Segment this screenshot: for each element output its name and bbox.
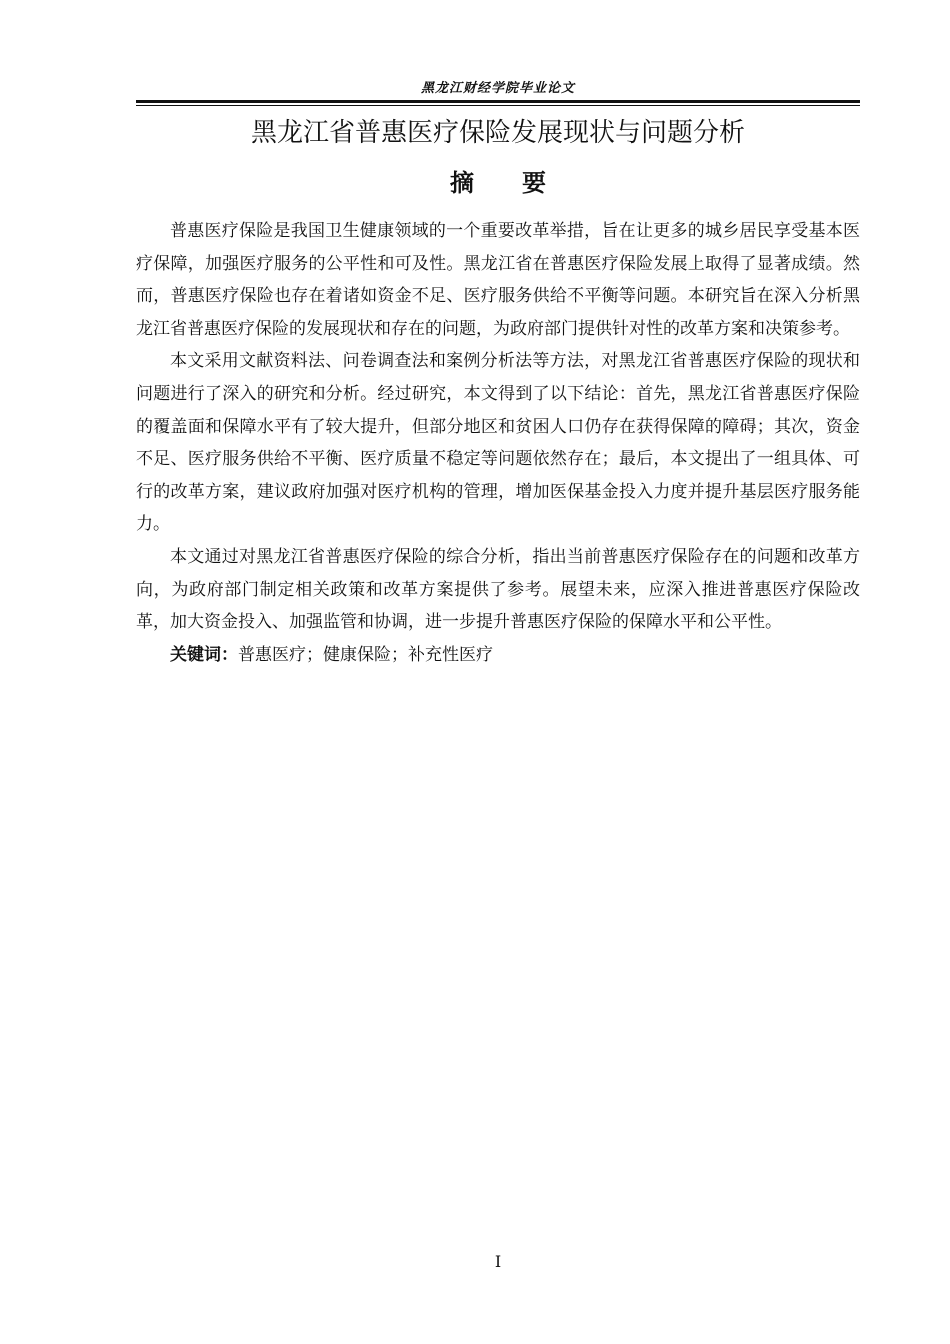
abstract-body xyxy=(136,215,860,671)
abstract-paragraph-1: 普惠医疗保险是我国卫生健康领域的一个重要改革举措，旨在让更多的城乡居民享受基本医疗保障，加强医疗服务的公平性和可及性。黑龙江省在普惠医疗保险发展上取得了显著成绩。然而，普惠医疗保险也存在着诸如资金不足、医疗服务供给不平衡等问题。本研究旨在深入分析黑龙江省普惠医疗保险的发展现状和存在的问题，为政府部门提供针对性的改革方案和决策参考。 xyxy=(136,221,860,339)
keywords-label: 关键词： xyxy=(170,644,238,665)
keywords-values: 普惠医疗；健康保险；补充性医疗 xyxy=(238,644,493,665)
header-rule-thick xyxy=(136,100,860,103)
abstract-heading-part1: 摘 xyxy=(450,169,474,197)
page-number: I xyxy=(494,1252,502,1271)
abstract-paragraph-3: 本文通过对黑龙江省普惠医疗保险的综合分析，指出当前普惠医疗保险存在的问题和改革方向，为政府部门制定相关政策和改革方案提供了参考。展望未来，应深入推进普惠医疗保险改革，加大资金投入、加强监管和协调，进一步提升普惠医疗保险的保障水平和公平性。 xyxy=(136,546,860,633)
keywords-line xyxy=(136,639,860,672)
abstract-heading xyxy=(136,163,860,203)
running-header: 黑龙江财经学院毕业论文 xyxy=(420,81,575,96)
abstract-paragraph-2: 本文采用文献资料法、问卷调查法和案例分析法等方法，对黑龙江省普惠医疗保险的现状和问题进行了深入的研究和分析。经过研究，本文得到了以下结论：首先，黑龙江省普惠医疗保险的覆盖面和保障水平有了较大提升，但部分地区和贫困人口仍存在获得保障的障碍；其次，资金不足、医疗服务供给不平衡、医疗质量不稳定等问题依然存在；最后，本文提出了一组具体、可行的改革方案，建议政府加强对医疗机构的管理，增加医保基金投入力度并提升基层医疗服务能力。 xyxy=(136,351,860,535)
abstract-heading-part2: 要 xyxy=(522,169,546,197)
header-rule-thin xyxy=(136,105,860,106)
thesis-title: 黑龙江省普惠医疗保险发展现状与问题分析 xyxy=(250,118,745,148)
